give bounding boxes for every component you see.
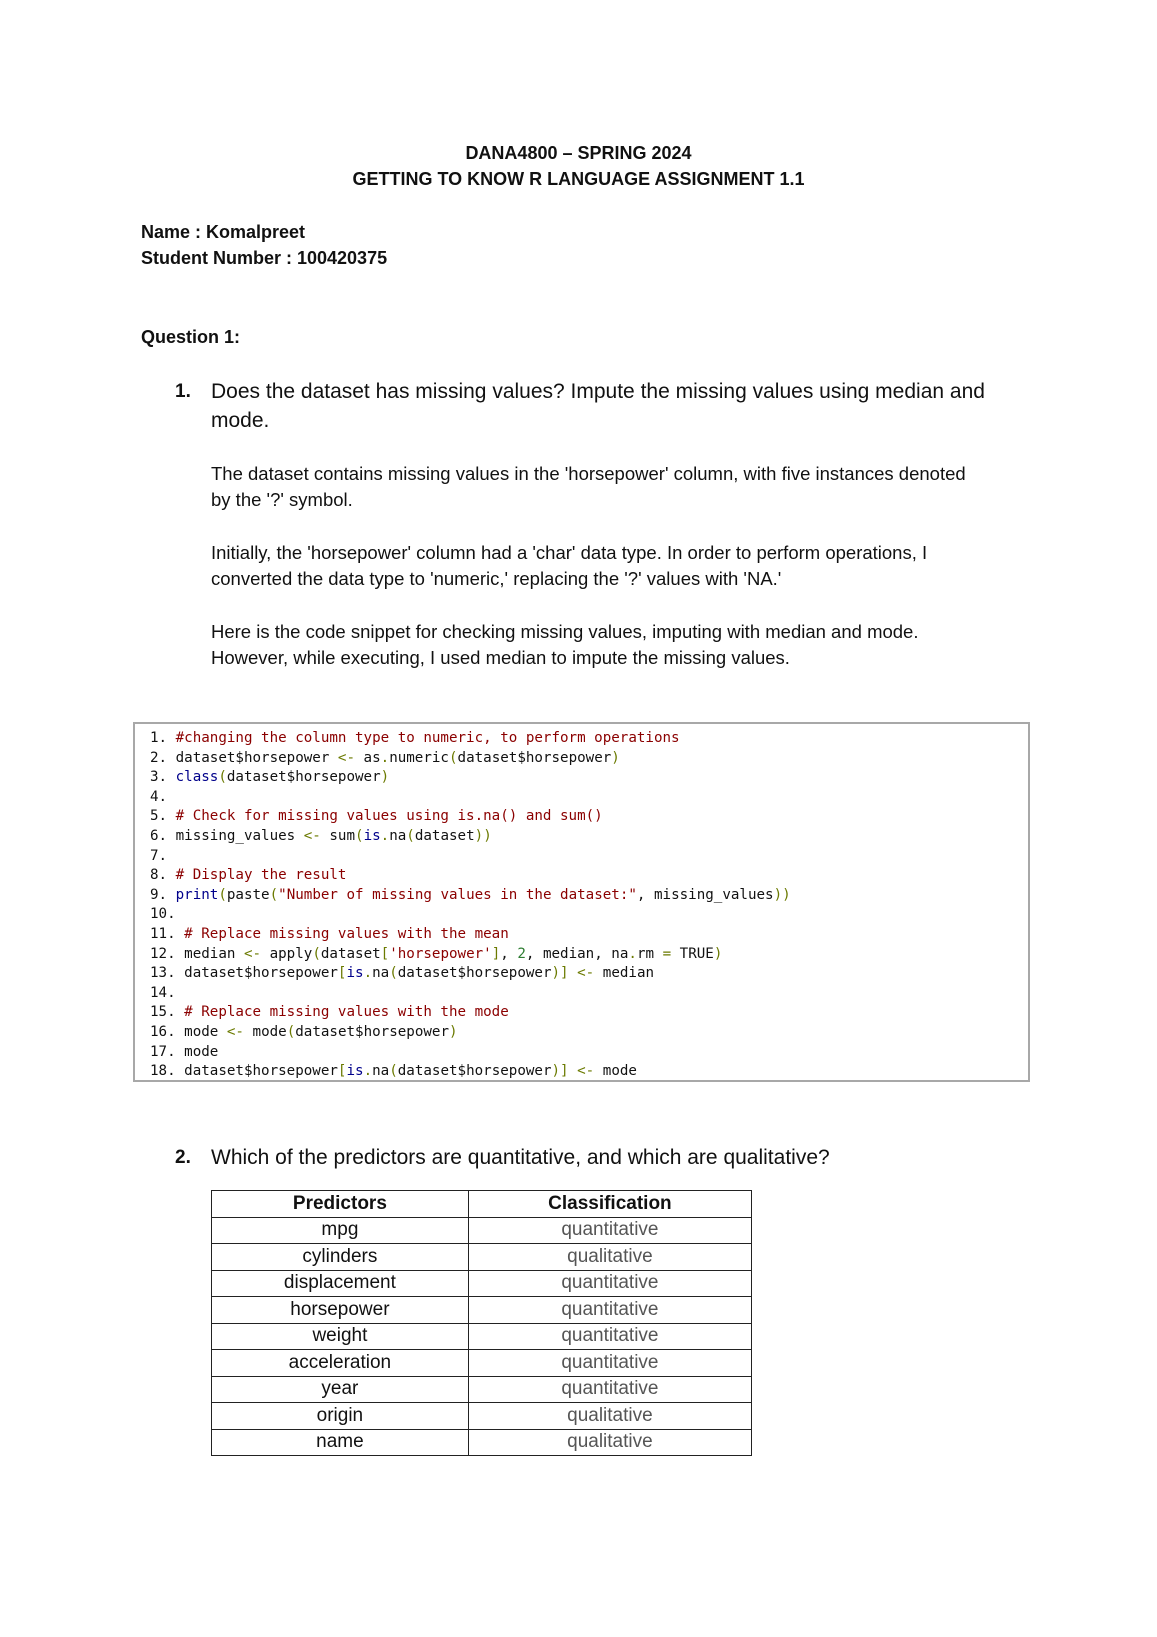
table-row: [212, 1403, 752, 1430]
code-line: [150, 788, 791, 808]
code-line-number: 11.: [150, 925, 185, 942]
code-line-number: 16.: [150, 1023, 185, 1040]
answer-paragraph-3-line2: However, while executing, I used median to impute the missing values.: [211, 647, 790, 668]
code-line-number: 10.: [150, 906, 185, 923]
code-line: [150, 866, 791, 886]
code-line-number: 18.: [150, 1063, 185, 1080]
classification-cell: quantitative: [468, 1376, 751, 1403]
doc-title-assignment: GETTING TO KNOW R LANGUAGE ASSIGNMENT 1.1: [352, 169, 805, 189]
code-line: [150, 925, 791, 945]
code-line-number: 17.: [150, 1043, 185, 1060]
question-1-line2: mode.: [211, 409, 270, 432]
table-row: [212, 1323, 752, 1350]
code-line-number: 5.: [150, 808, 176, 825]
code-line: [150, 964, 791, 984]
code-line-text: class(dataset$horsepower): [175, 769, 390, 786]
classification-cell: quantitative: [468, 1217, 751, 1244]
code-line: [150, 847, 791, 867]
code-line-number: 15.: [150, 1004, 185, 1021]
table-header-row: [212, 1191, 752, 1218]
code-line: [150, 905, 791, 925]
classification-cell: qualitative: [468, 1429, 751, 1456]
code-line: [150, 768, 791, 788]
code-line-text: mode <- mode(dataset$horsepower): [184, 1023, 458, 1040]
code-line: [150, 749, 791, 769]
code-line: [150, 984, 791, 1004]
code-line-number: 4.: [150, 788, 176, 805]
code-line-number: 12.: [150, 945, 185, 962]
header-classification: Classification: [468, 1191, 751, 1218]
code-line-text: print(paste("Number of missing values in the dataset:", missing_values)): [175, 886, 791, 903]
predictor-cell: acceleration: [212, 1350, 469, 1377]
code-line-number: 6.: [150, 827, 176, 844]
code-line-text: # Display the result: [175, 867, 347, 884]
code-line-text: missing_values <- sum(is.na(dataset)): [175, 827, 492, 844]
code-line-text: median <- apply(dataset['horsepower'], 2, median, na.rm = TRUE): [184, 945, 723, 962]
code-line-number: 13.: [150, 965, 185, 982]
code-line-text: #changing the column type to numeric, to perform operations: [175, 730, 680, 746]
answer-paragraph-3-line1: Here is the code snippet for checking missing values, imputing with median and mode.: [211, 621, 919, 642]
table-row: [212, 1376, 752, 1403]
question-1-number: 1.: [175, 381, 191, 402]
code-line-number: 8.: [150, 867, 176, 884]
doc-title-course: DANA4800 – SPRING 2024: [465, 143, 692, 163]
student-name: Name : Komalpreet: [141, 222, 306, 242]
code-snippet: [150, 729, 791, 1082]
predictor-cell: weight: [212, 1323, 469, 1350]
classification-cell: quantitative: [468, 1323, 751, 1350]
code-line-text: dataset$horsepower[is.na(dataset$horsepower)] <- mode: [184, 1063, 637, 1080]
code-line-number: 1.: [150, 730, 176, 746]
classification-cell: qualitative: [468, 1403, 751, 1430]
code-line-text: # Replace missing values with the mode: [184, 1004, 509, 1021]
code-line-number: 2.: [150, 749, 176, 766]
answer-paragraph-2-line1: Initially, the 'horsepower' column had a 'char' data type. In order to perform operations, I: [211, 542, 928, 563]
table-row: [212, 1350, 752, 1377]
code-line-text: # Check for missing values using is.na() and sum(): [175, 808, 603, 825]
code-line: [150, 807, 791, 827]
code-line-number: 9.: [150, 886, 176, 903]
code-line: [150, 1062, 791, 1082]
code-line: [150, 1043, 791, 1063]
classification-cell: qualitative: [468, 1244, 751, 1271]
predictor-cell: horsepower: [212, 1297, 469, 1324]
code-line-text: mode: [184, 1043, 219, 1060]
answer-paragraph-2-line2: converted the data type to 'numeric,' replacing the '?' values with 'NA.': [211, 568, 782, 589]
code-line: [150, 1003, 791, 1023]
student-number: Student Number : 100420375: [141, 248, 388, 268]
predictor-cell: origin: [212, 1403, 469, 1430]
predictor-cell: cylinders: [212, 1244, 469, 1271]
answer-paragraph-1-line2: by the '?' symbol.: [211, 489, 353, 510]
code-line-number: 3.: [150, 769, 176, 786]
code-line-text: dataset$horsepower <- as.numeric(dataset$horsepower): [175, 749, 620, 766]
header-predictors: Predictors: [212, 1191, 469, 1218]
code-line: [150, 945, 791, 965]
code-line-number: 7.: [150, 847, 176, 864]
table-row: [212, 1429, 752, 1456]
table-row: [212, 1297, 752, 1324]
code-line: [150, 1023, 791, 1043]
question-1-line1: Does the dataset has missing values? Impute the missing values using median and: [211, 380, 985, 403]
code-line-text: dataset$horsepower[is.na(dataset$horsepower)] <- median: [184, 965, 655, 982]
question-2-number: 2.: [175, 1147, 191, 1168]
question-2-text: Which of the predictors are quantitative, and which are qualitative?: [211, 1146, 830, 1169]
predictor-cell: displacement: [212, 1270, 469, 1297]
predictor-cell: name: [212, 1429, 469, 1456]
table-row: [212, 1270, 752, 1297]
code-line-number: 14.: [150, 984, 185, 1001]
answer-paragraph-1-line1: The dataset contains missing values in the 'horsepower' column, with five instances denoted: [211, 463, 966, 484]
code-snippet-box: [133, 722, 1030, 1082]
classification-cell: quantitative: [468, 1297, 751, 1324]
section-title: Question 1:: [141, 327, 241, 347]
code-line-text: # Replace missing values with the mean: [184, 925, 509, 942]
predictor-cell: year: [212, 1376, 469, 1403]
predictor-cell: mpg: [212, 1217, 469, 1244]
predictors-table: [211, 1190, 752, 1456]
code-line: [150, 886, 791, 906]
classification-cell: quantitative: [468, 1350, 751, 1377]
code-line: [150, 729, 791, 749]
table-row: [212, 1244, 752, 1271]
classification-cell: quantitative: [468, 1270, 751, 1297]
table-row: [212, 1217, 752, 1244]
code-line: [150, 827, 791, 847]
